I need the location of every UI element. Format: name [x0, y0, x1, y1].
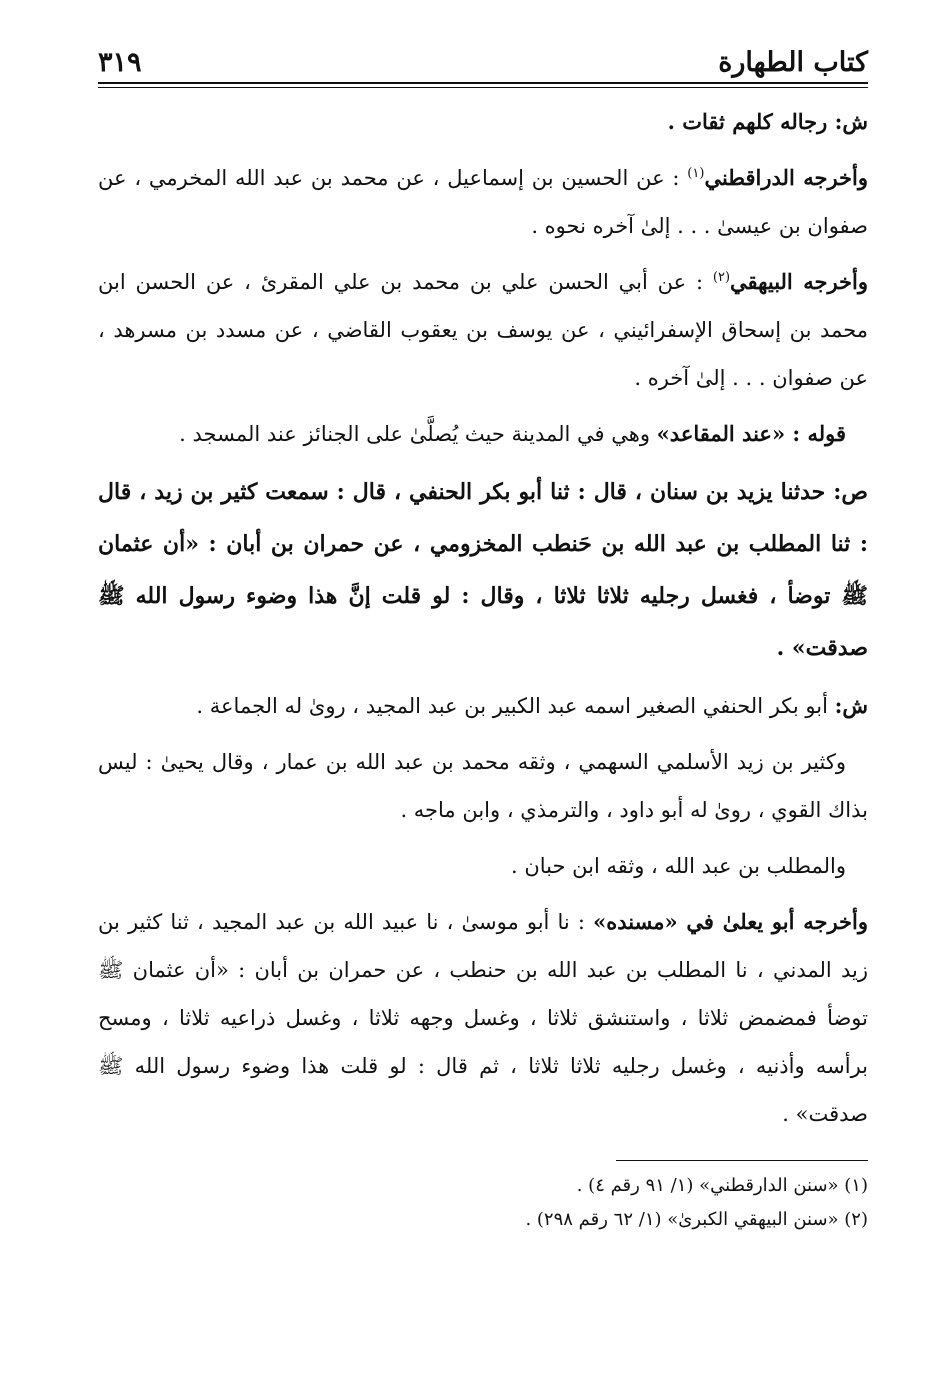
paragraph-lead: قوله : «عند المقاعد» — [656, 421, 846, 446]
paragraph-qawluhu — [98, 406, 868, 458]
paragraph-text: وكثير بن زيد الأسلمي السهمي ، وثقه محمد بن عبد الله بن عمار ، وقال يحيىٰ : ليس بذاك القوي ، روىٰ له أبو داود ، والترمذي ، وابن ماجه . — [98, 750, 868, 822]
paragraph-sharh-2 — [98, 678, 868, 730]
footnote-separator — [616, 1160, 868, 1161]
book-page — [98, 30, 868, 1377]
paragraph-daraqutni — [98, 150, 868, 250]
paragraph-lead: ش: — [834, 693, 868, 718]
paragraph-lead: ص: حدثنا يزيد بن سنان ، قال : ثنا أبو بكر الحنفي ، قال : سمعت كثير بن زيد ، قال : ثنا المطلب بن عبد الله بن حَنطب المخزومي ، عن حمران بن أبان : «أن عثمان ﷺ توضأ ، فغسل رجليه ثلاثا ثلاثا ، وقال : لو قلت إنَّ هذا وضوء رسول الله ﷺ صدقت» . — [98, 479, 868, 661]
footnote-1: (١) «سنن الدارقطني» (١/ ٩١ رقم ٤) . — [576, 1175, 868, 1196]
paragraph-text: : عن أبي الحسن علي بن محمد بن علي المقرئ ، عن الحسن ابن محمد بن إسحاق الإسفرائيني ، عن يوسف بن يعقوب القاضي ، عن مسدد بن مسرهد ، عن صفوان . . . إلىٰ آخره . — [98, 270, 868, 390]
paragraph-text: والمطلب بن عبد الله ، وثقه ابن حبان . — [510, 854, 846, 878]
paragraph-kathir — [98, 734, 868, 834]
running-title: كتاب الطهارة — [718, 47, 868, 78]
footnotes — [98, 1169, 868, 1237]
paragraph-abu-yala — [98, 894, 868, 1138]
paragraph-lead: ش: رجاله كلهم ثقات . — [667, 109, 868, 134]
paragraph-text: أبو بكر الحنفي الصغير اسمه عبد الكبير بن عبد المجيد ، روىٰ له الجماعة . — [196, 694, 835, 718]
paragraph-lead: وأخرجه الدراقطني — [704, 165, 869, 190]
paragraph-lead: وأخرجه البيهقي — [730, 269, 869, 294]
paragraph-text: : نا أبو موسىٰ ، نا عبيد الله بن عبد المجيد ، ثنا كثير بن زيد المدني ، نا المطلب بن عبد الله بن حنطب ، عن حمران بن أبان : «أن عثمان ﷺ توضأ فمضمض ثلاثا ، واستنشق ثلاثا ، وغسل وجهه ثلاثا ، وغسل ذراعيه ثلاثا ، ومسح برأسه وأذنيه ، وغسل رجليه ثلاثا ثلاثا ، ثم قال : لو قلت هذا وضوء رسول الله ﷺ صدقت» . — [98, 910, 868, 1126]
footnote-2: (٢) «سنن البيهقي الكبرىٰ» (١/ ٦٢ رقم ٢٩٨) . — [525, 1209, 868, 1230]
paragraph-bayhaqi — [98, 254, 868, 402]
paragraph-lead: وأخرجه أبو يعلىٰ في «مسنده» — [593, 909, 869, 934]
page-header — [98, 30, 868, 76]
paragraph-sad-hadith — [98, 462, 868, 674]
footnote-marker[interactable]: (١) — [687, 166, 705, 181]
footnote-marker[interactable]: (٢) — [712, 270, 731, 285]
paragraph-sharh-1 — [98, 94, 868, 146]
header-rule-thin — [98, 87, 868, 88]
header-rule-thick — [98, 82, 868, 84]
paragraph-text: وهي في المدينة حيث يُصلَّىٰ على الجنائز عند المسجد . — [179, 422, 657, 446]
page-body — [98, 94, 868, 1138]
paragraph-text: : عن الحسين بن إسماعيل ، عن محمد بن عبد الله المخرمي ، عن صفوان بن عيسىٰ . . . إلىٰ آخره نحوه . — [98, 166, 868, 238]
paragraph-muttalib — [98, 838, 868, 890]
page-number: ٣١٩ — [98, 47, 142, 78]
